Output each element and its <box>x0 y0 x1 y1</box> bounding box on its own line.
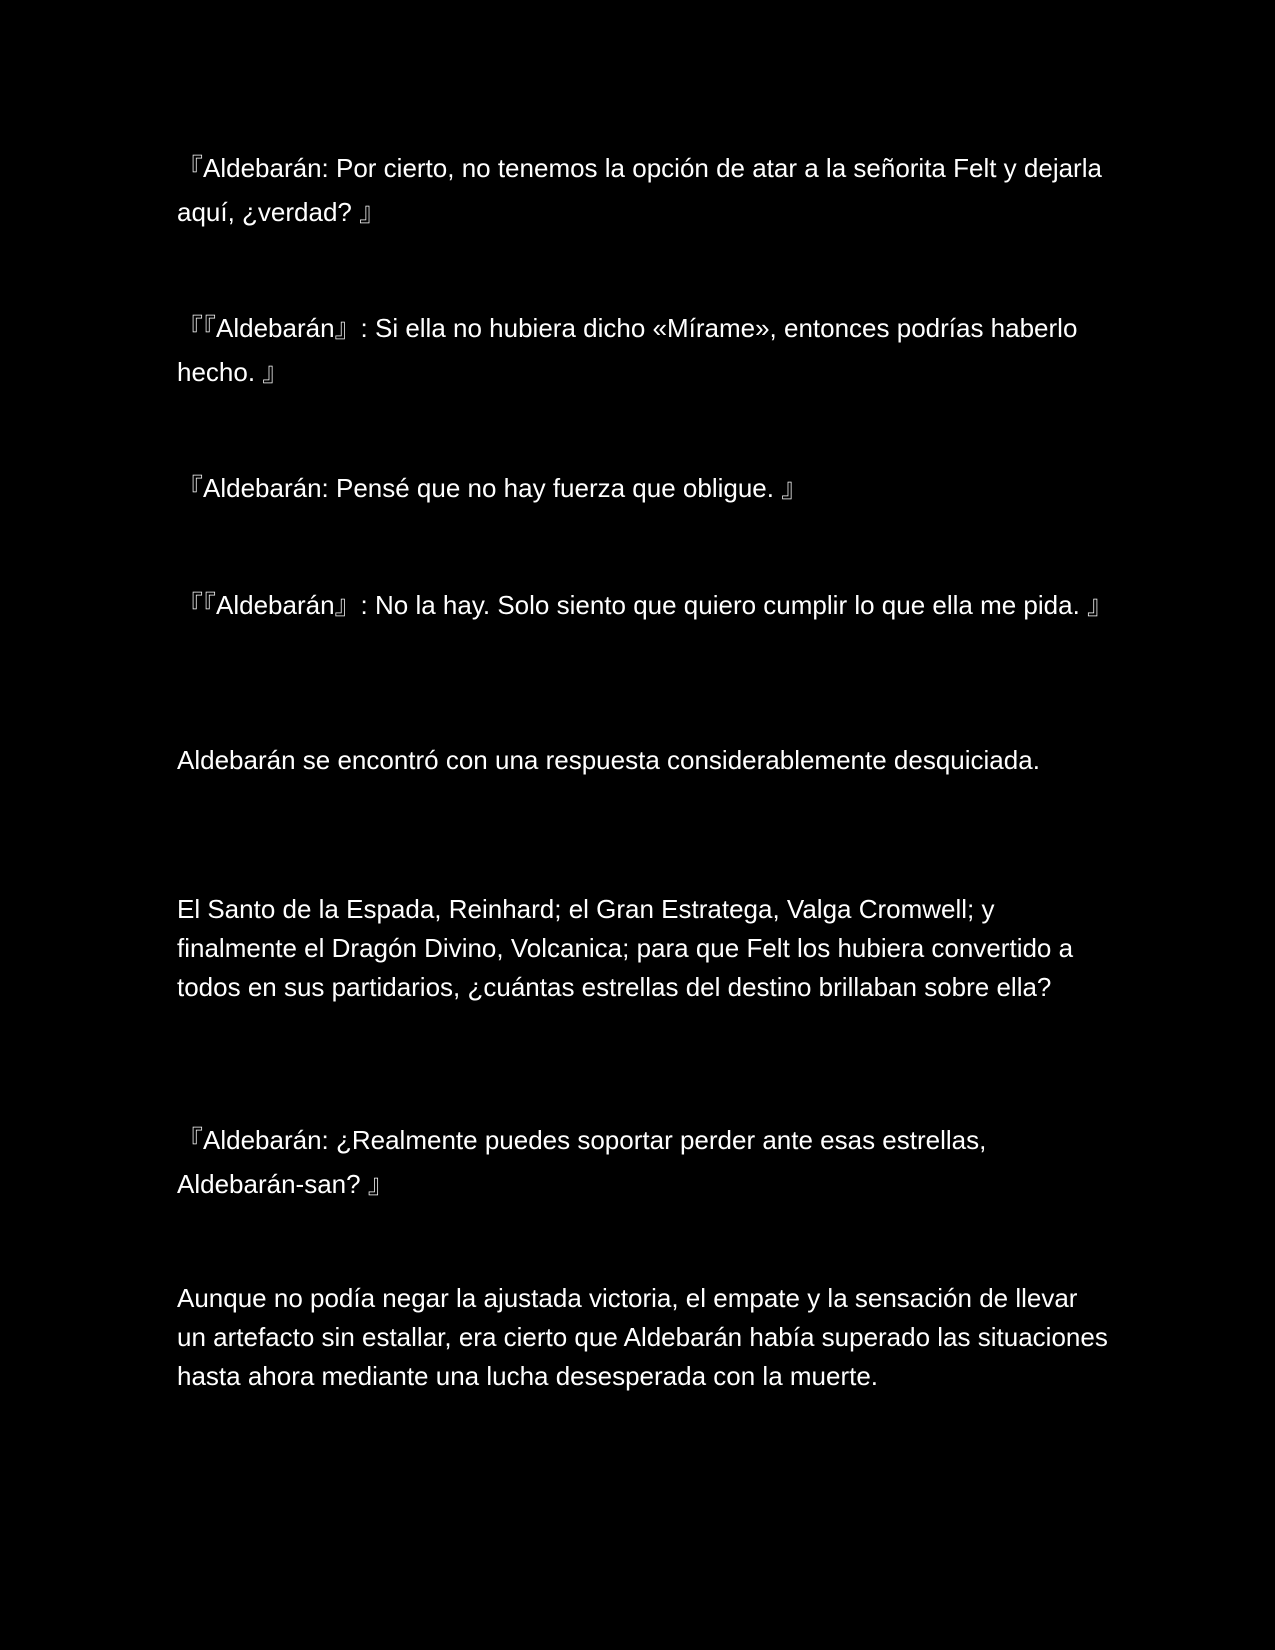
narration-paragraph-1: Aldebarán se encontró con una respuesta considerablemente desquiciada. <box>177 745 1040 775</box>
narration-paragraph-2: El Santo de la Espada, Reinhard; el Gran Estratega, Valga Cromwell; y finalmente el Dragón Divino, Volcanica; para que Felt los hubiera convertido a todos en sus partidarios, ¿cuántas estrellas del destino brillaban sobre ella? <box>177 894 1074 1002</box>
dialogue-paragraph-3: 『Aldebarán: Pensé que no hay fuerza que obligue. 』 <box>177 473 808 503</box>
dialogue-paragraph-2: 『『Aldebarán』: Si ella no hubiera dicho «Mírame», entonces podrías haberlo hecho. 』 <box>177 313 1078 387</box>
narration-paragraph-3: Aunque no podía negar la ajustada victoria, el empate y la sensación de llevar un artefacto sin estallar, era cierto que Aldebarán había superado las situaciones hasta ahora mediante una lucha desesperada con la muerte. <box>177 1283 1108 1391</box>
dialogue-paragraph-5: 『Aldebarán: ¿Realmente puedes soportar perder ante esas estrellas, Aldebarán-san? 』 <box>177 1125 987 1199</box>
dialogue-paragraph-1: 『Aldebarán: Por cierto, no tenemos la opción de atar a la señorita Felt y dejarla aquí, ¿verdad? 』 <box>177 153 1102 227</box>
dialogue-paragraph-4: 『『Aldebarán』: No la hay. Solo siento que quiero cumplir lo que ella me pida. 』 <box>177 590 1114 620</box>
